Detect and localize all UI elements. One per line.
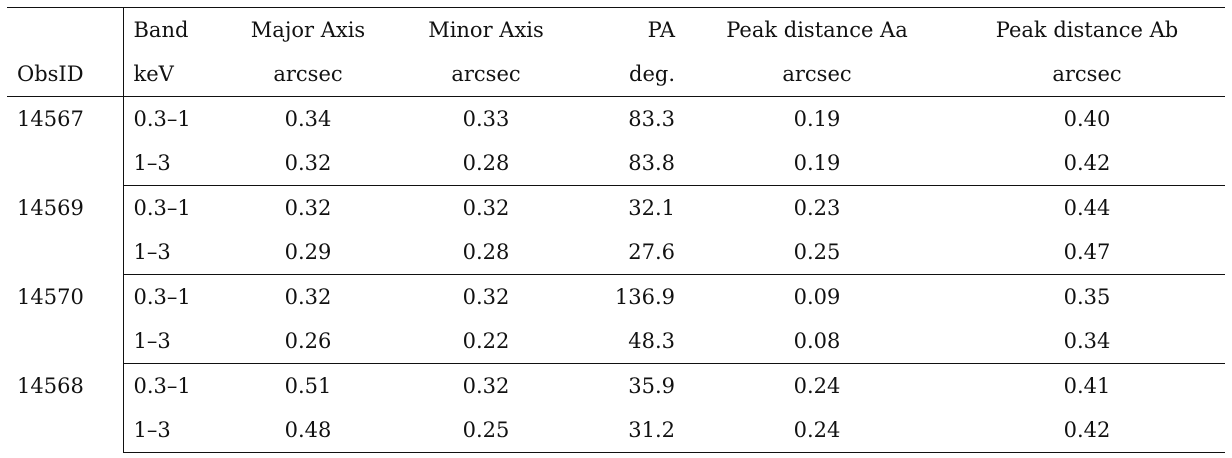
header-band: Band xyxy=(123,8,218,53)
peak-distance-aa-cell: 0.23 xyxy=(793,196,841,220)
band-cell: 0.3–1 xyxy=(133,196,191,220)
header-obsid: ObsID xyxy=(7,52,123,97)
pa-cell: 31.2 xyxy=(574,408,685,453)
minor-axis-cell: 0.32 xyxy=(462,285,510,309)
band-cell: 1–3 xyxy=(123,141,218,186)
minor-axis-cell: 0.22 xyxy=(398,319,574,364)
header-major-axis-unit: arcsec xyxy=(218,52,398,97)
peak-distance-aa-cell: 0.19 xyxy=(793,107,841,131)
pa-cell: 83.8 xyxy=(574,141,685,186)
table-row xyxy=(7,364,1225,409)
major-axis-cell: 0.32 xyxy=(284,196,332,220)
header-major-axis: Major Axis xyxy=(218,8,398,53)
pa-cell: 35.9 xyxy=(628,374,675,398)
pa-cell: 27.6 xyxy=(574,230,685,275)
peak-distance-aa-cell: 0.19 xyxy=(685,141,949,186)
major-axis-cell: 0.29 xyxy=(218,230,398,275)
band-cell: 1–3 xyxy=(123,230,218,275)
header-obsid-top xyxy=(7,8,123,53)
minor-axis-cell: 0.32 xyxy=(462,374,510,398)
major-axis-cell: 0.26 xyxy=(218,319,398,364)
header-peak-distance-ab-unit: arcsec xyxy=(949,52,1225,97)
minor-axis-cell: 0.32 xyxy=(462,196,510,220)
header-peak-distance-aa: Peak distance Aa xyxy=(685,8,949,53)
header-pa: PA xyxy=(574,8,685,53)
table-row xyxy=(7,186,1225,231)
minor-axis-cell: 0.33 xyxy=(462,107,510,131)
band-cell: 0.3–1 xyxy=(133,107,191,131)
table-row xyxy=(7,97,1225,142)
band-cell: 0.3–1 xyxy=(133,285,191,309)
band-cell: 1–3 xyxy=(123,319,218,364)
pa-cell: 83.3 xyxy=(628,107,675,131)
major-axis-cell: 0.32 xyxy=(284,285,332,309)
peak-distance-aa-cell: 0.09 xyxy=(793,285,841,309)
table-row xyxy=(7,319,1225,364)
header-peak-distance-ab: Peak distance Ab xyxy=(949,8,1225,53)
observation-table xyxy=(7,7,1225,453)
band-cell: 1–3 xyxy=(123,408,218,453)
obsid-cell: 14568 xyxy=(7,364,123,453)
table-row xyxy=(7,141,1225,186)
major-axis-cell: 0.32 xyxy=(218,141,398,186)
obsid-cell: 14569 xyxy=(7,186,123,275)
obsid-cell: 14570 xyxy=(7,275,123,364)
pa-cell: 136.9 xyxy=(614,285,675,309)
table-row xyxy=(7,408,1225,453)
header-band-unit: keV xyxy=(123,52,218,97)
header-peak-distance-aa-unit: arcsec xyxy=(685,52,949,97)
minor-axis-cell: 0.28 xyxy=(398,230,574,275)
header-minor-axis-unit: arcsec xyxy=(398,52,574,97)
peak-distance-aa-cell: 0.08 xyxy=(685,319,949,364)
data-table-container xyxy=(7,7,1225,453)
minor-axis-cell: 0.28 xyxy=(398,141,574,186)
band-cell: 0.3–1 xyxy=(133,374,191,398)
table-body xyxy=(7,97,1225,453)
obsid-cell: 14567 xyxy=(7,97,123,186)
peak-distance-ab-cell: 0.44 xyxy=(1063,196,1111,220)
peak-distance-ab-cell: 0.35 xyxy=(1063,285,1111,309)
header-row-names xyxy=(7,8,1225,53)
peak-distance-ab-cell: 0.47 xyxy=(949,230,1225,275)
major-axis-cell: 0.51 xyxy=(284,374,332,398)
pa-cell: 48.3 xyxy=(574,319,685,364)
peak-distance-aa-cell: 0.24 xyxy=(793,374,841,398)
major-axis-cell: 0.48 xyxy=(218,408,398,453)
pa-cell: 32.1 xyxy=(628,196,675,220)
major-axis-cell: 0.34 xyxy=(284,107,332,131)
peak-distance-aa-cell: 0.25 xyxy=(685,230,949,275)
peak-distance-ab-cell: 0.41 xyxy=(1063,374,1111,398)
minor-axis-cell: 0.25 xyxy=(398,408,574,453)
table-row xyxy=(7,230,1225,275)
peak-distance-ab-cell: 0.34 xyxy=(949,319,1225,364)
header-row-units xyxy=(7,52,1225,97)
peak-distance-ab-cell: 0.42 xyxy=(949,141,1225,186)
header-minor-axis: Minor Axis xyxy=(398,8,574,53)
table-header xyxy=(7,8,1225,97)
peak-distance-aa-cell: 0.24 xyxy=(685,408,949,453)
peak-distance-ab-cell: 0.40 xyxy=(1063,107,1111,131)
header-pa-unit: deg. xyxy=(574,52,685,97)
table-row xyxy=(7,275,1225,320)
peak-distance-ab-cell: 0.42 xyxy=(949,408,1225,453)
